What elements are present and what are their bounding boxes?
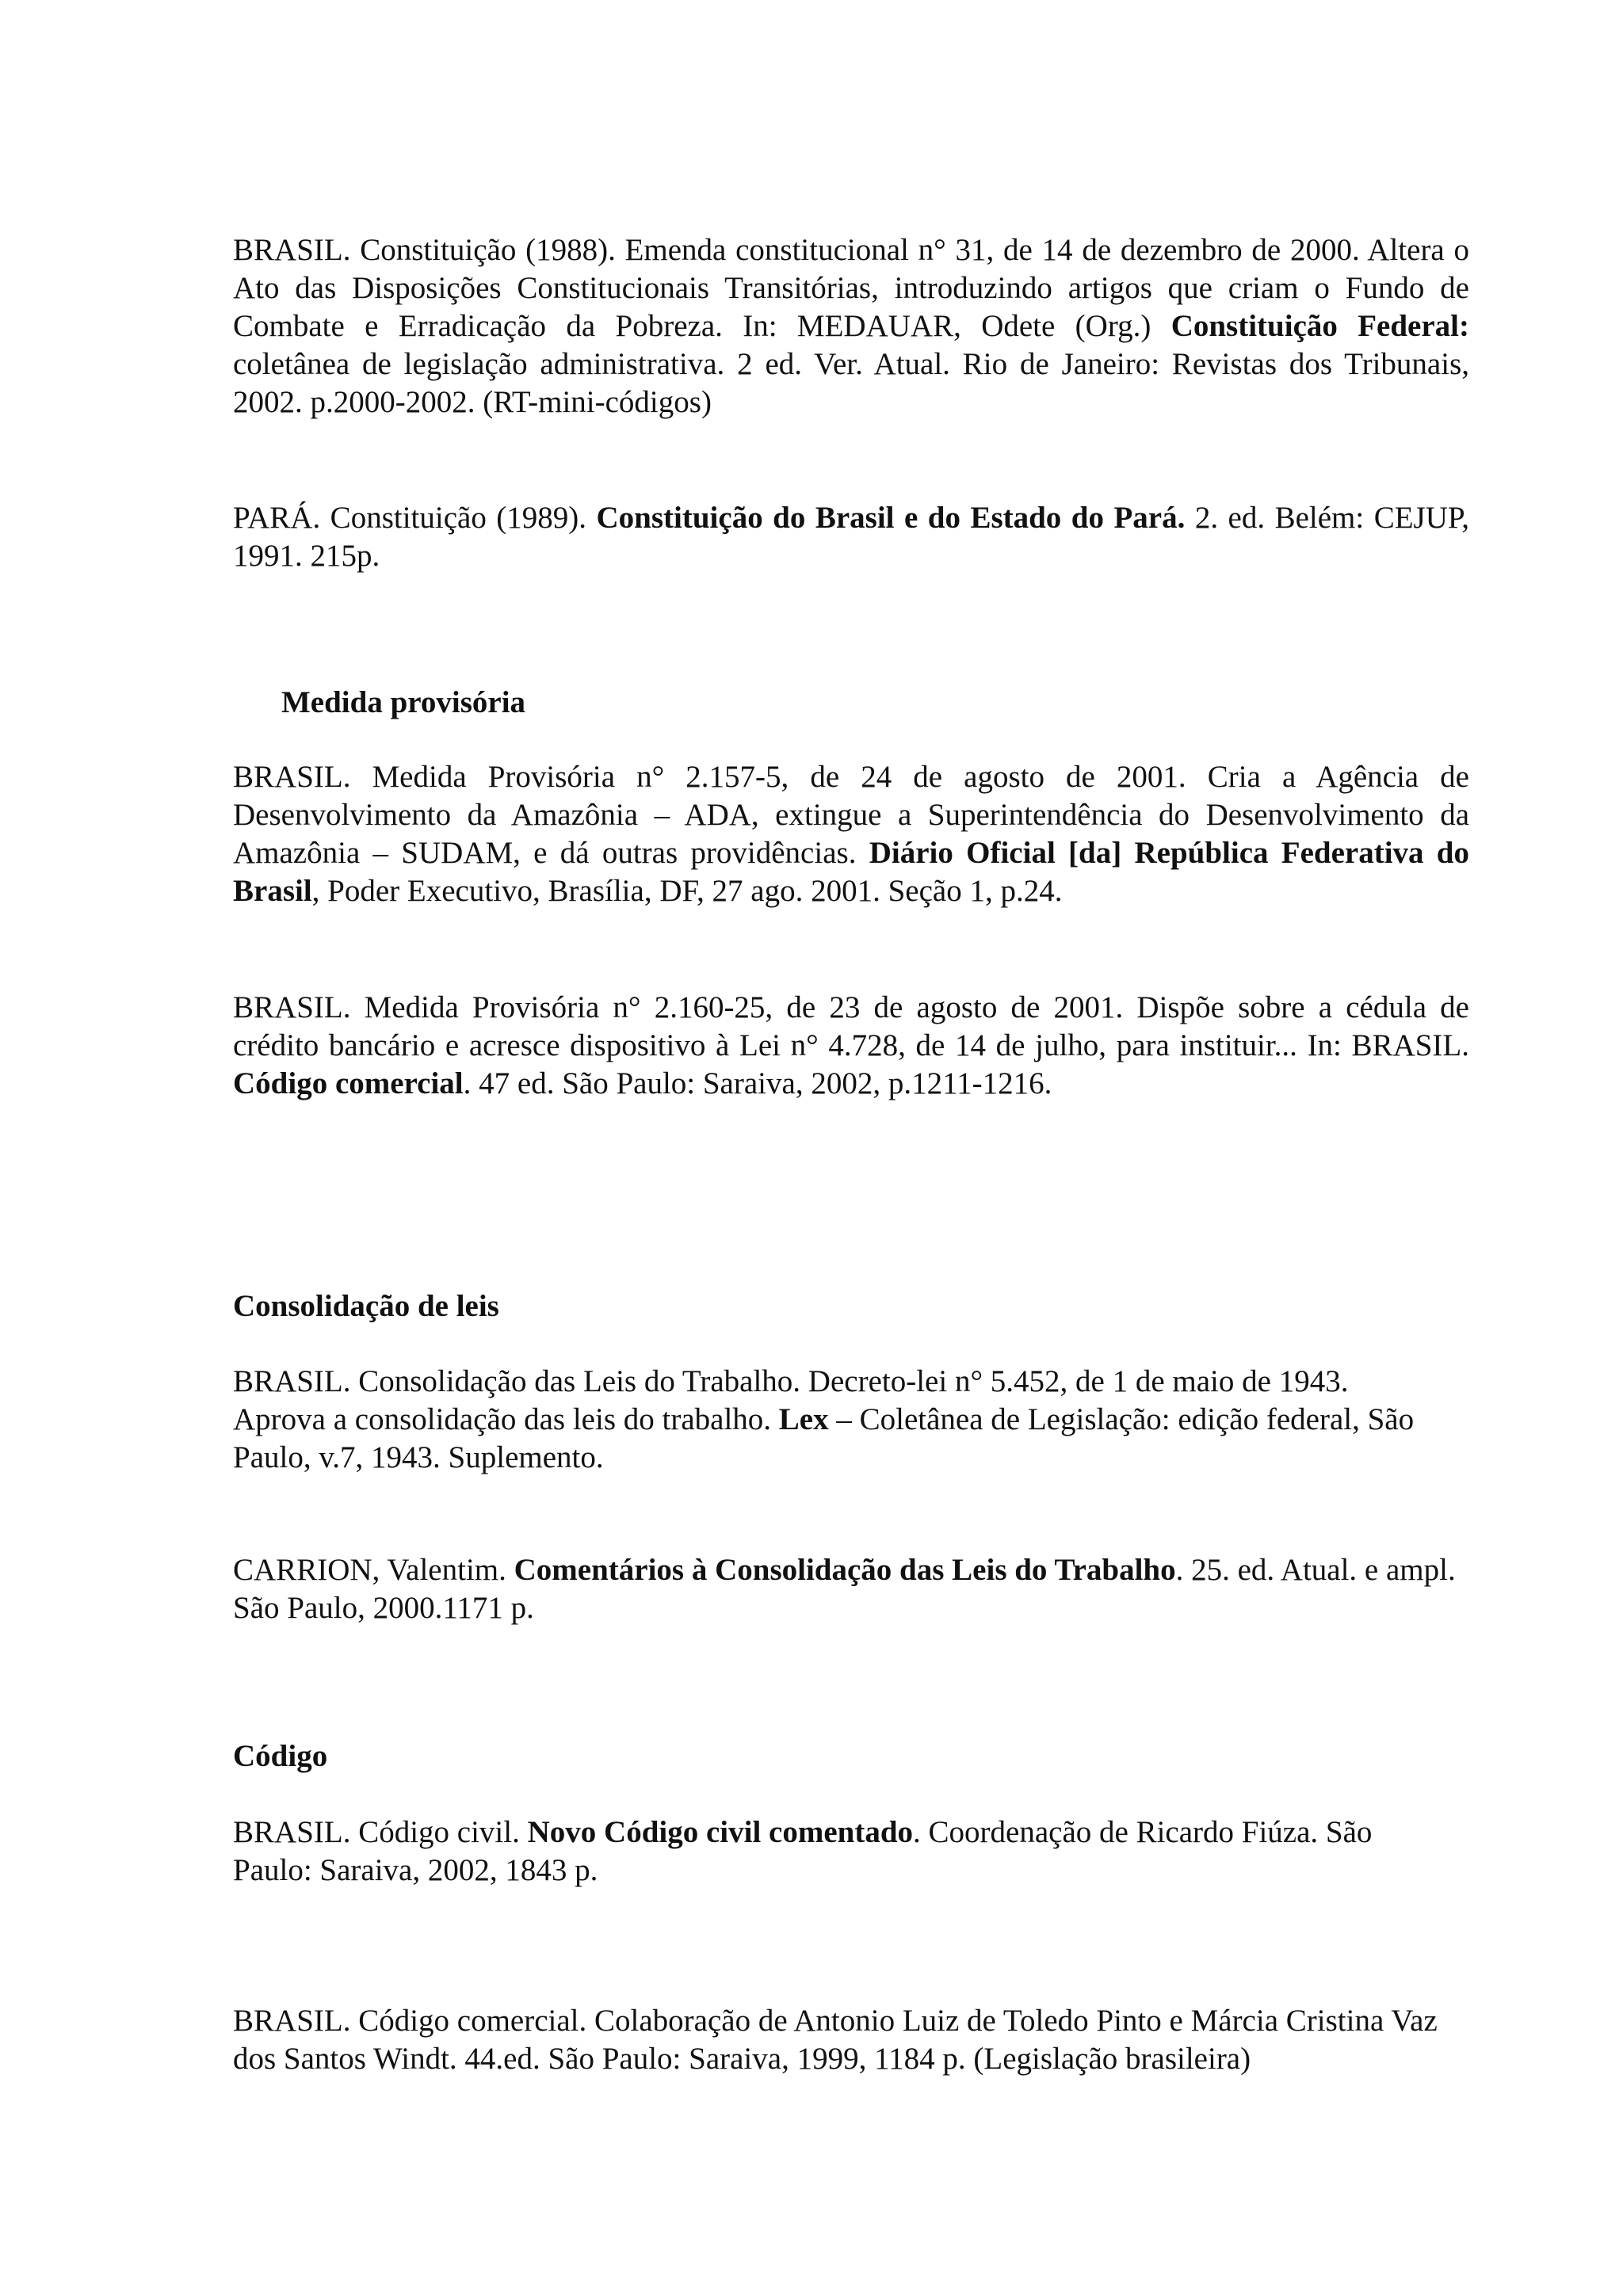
reference-text: BRASIL. Medida Provisória n° 2.157-5, de 24 de agosto de 2001. Cria a Agência de Desenvolvimento da Amazônia – ADA, extingue a Superintendência do Desenvolvimento da Amazônia – SUDAM, e dá outras providências. <box>233 760 1469 870</box>
reference-medida-provisoria-2160 <box>233 989 1469 1103</box>
reference-clt <box>233 1363 1438 1477</box>
reference-emenda-constitucional-31 <box>233 231 1469 421</box>
reference-text: BRASIL. Código civil. <box>233 1815 528 1849</box>
reference-title: Constituição do Brasil e do Estado do Pará. <box>596 501 1186 535</box>
reference-text: – Coletânea de Legislação: edição federal, São Paulo, v.7, 1943. Suplemento. <box>233 1402 1415 1474</box>
reference-text: BRASIL. Constituição (1988). Emenda constitucional n° 31, de 14 de dezembro de 2000. Altera o Ato das Disposições Constitucionais Transitórias, introduzindo artigos que criam o Fundo de Combate e Erradicação da Pobreza. In: MEDAUAR, Odete (Org.) <box>233 233 1469 343</box>
reference-text: 2. ed. Belém: CEJUP, 1991. 215p. <box>233 501 1469 573</box>
section-heading-consolidacao-de-leis: Consolidação de leis <box>233 1289 499 1323</box>
reference-title: Diário Oficial [da] República Federativa do Brasil <box>233 836 1469 908</box>
reference-text: CARRION, Valentim. <box>233 1553 514 1587</box>
reference-text: BRASIL. Medida Provisória n° 2.160-25, de 23 de agosto de 2001. Dispõe sobre a cédula de crédito bancário e acresce dispositivo à Lei n° 4.728, de 14 de julho, para instituir... In: BRASIL. <box>233 990 1469 1062</box>
section-heading-medida-provisoria: Medida provisória <box>281 685 526 719</box>
reference-text: BRASIL. Código comercial. Colaboração de Antonio Luiz de Toledo Pinto e Márcia Cristina Vaz dos Santos Windt. 44.ed. São Paulo: Saraiva, 1999, 1184 p. (Legislação brasileira) <box>233 2004 1438 2076</box>
reference-carrion-comentarios <box>233 1551 1461 1627</box>
reference-title: Comentários à Consolidação das Leis do Trabalho <box>514 1553 1176 1587</box>
reference-medida-provisoria-2157 <box>233 758 1469 910</box>
reference-title: Novo Código civil comentado <box>527 1815 914 1849</box>
reference-title: Constituição Federal: <box>1170 309 1470 343</box>
reference-title: Lex <box>778 1402 829 1436</box>
reference-text: coletânea de legislação administrativa. 2 ed. Ver. Atual. Rio de Janeiro: Revistas dos Tribunais, 2002. p.2000-2002. (RT-mini-códigos) <box>233 347 1469 419</box>
reference-codigo-comercial <box>233 2002 1469 2078</box>
reference-title: Código comercial <box>233 1066 464 1100</box>
reference-text: PARÁ. Constituição (1989). <box>233 501 597 535</box>
reference-text: BRASIL. Consolidação das Leis do Trabalho. Decreto-lei n° 5.452, de 1 de maio de 1943. Aprova a consolidação das leis do trabalho. <box>233 1364 1349 1436</box>
reference-text: , Poder Executivo, Brasília, DF, 27 ago. 2001. Seção 1, p.24. <box>311 874 1063 908</box>
reference-text: . Coordenação de Ricardo Fiúza. São Paulo: Saraiva, 2002, 1843 p. <box>233 1815 1373 1887</box>
reference-constituicao-para <box>233 499 1469 575</box>
section-heading-codigo: Código <box>233 1739 328 1773</box>
reference-codigo-civil <box>233 1814 1453 1890</box>
reference-text: . 47 ed. São Paulo: Saraiva, 2002, p.1211-1216. <box>463 1066 1052 1100</box>
reference-text: . 25. ed. Atual. e ampl. São Paulo, 2000.1171 p. <box>233 1553 1456 1625</box>
